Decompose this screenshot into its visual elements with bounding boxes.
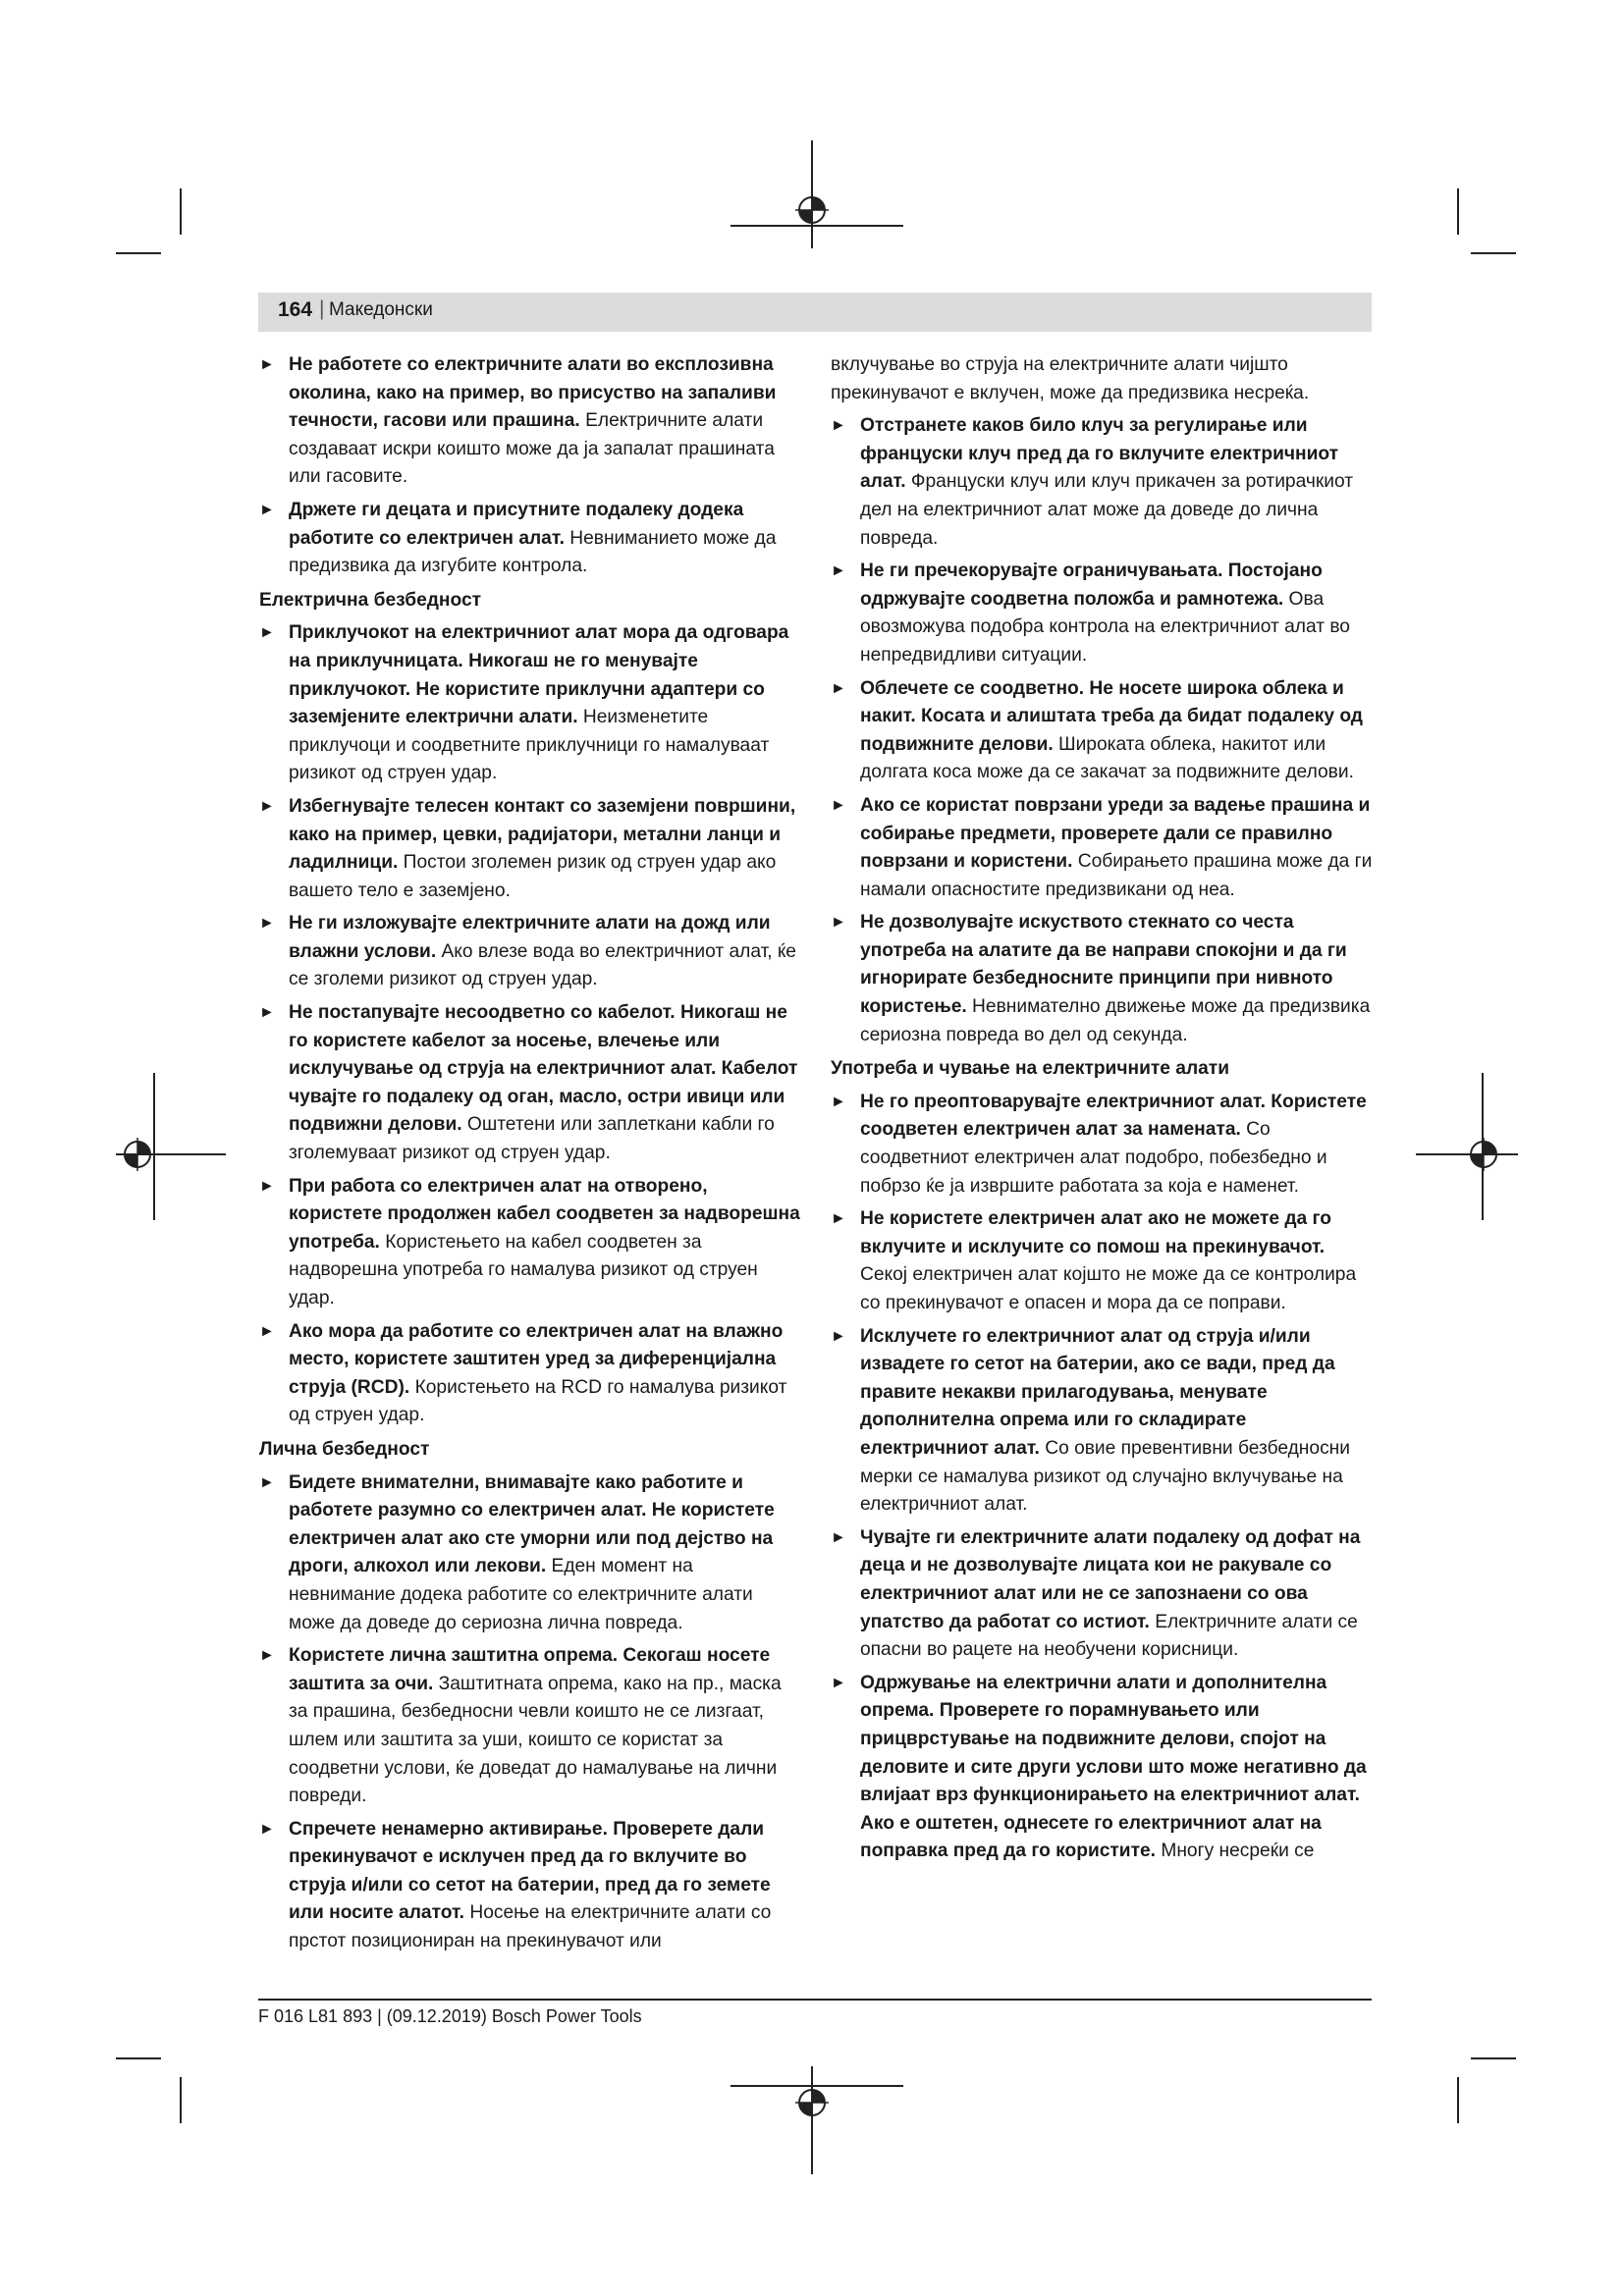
safety-item-heading: Не постапувајте несоодветно со кабелот. Никогаш не го користете кабелот за носење, влечење или исклучување од струја на електричниот алат. Кабелот чувајте го подалеку од оган, масло, остри ивици или подвижни делови.: [289, 1002, 798, 1136]
left-column: [259, 351, 804, 1961]
bullet-arrow-icon: ►: [831, 1327, 846, 1345]
safety-item-text: Невниманието може да предизвика да изгубите контрола.: [289, 527, 777, 577]
safety-item-heading: Ако се користат поврзани уреди за вадење прашина и собирање предмети, проверете дали се правилно поврзани и користени.: [860, 794, 1371, 873]
crop-mark: [116, 2057, 161, 2059]
page-number: 164: [278, 298, 313, 321]
header-separator: |: [319, 297, 325, 320]
safety-item-heading: Ако мора да работите со електричен алат на влажно место, користете заштитен уред за диференцијална струја (RCD).: [289, 1320, 784, 1398]
safety-item: [831, 558, 1376, 669]
safety-item-text: Невнимателно движење може да предизвика сериозна повреда во дел од секунда.: [860, 996, 1371, 1045]
registration-target-icon: [795, 2086, 829, 2119]
crop-mark: [1457, 188, 1459, 235]
safety-item: [259, 910, 804, 994]
crop-mark: [1471, 252, 1516, 254]
bullet-arrow-icon: ►: [259, 1177, 275, 1195]
safety-item-text: Користењето на кабел соодветен за надворешна употреба го намалува ризикот од струен удар.: [289, 1231, 758, 1308]
bullet-arrow-icon: ►: [831, 1210, 846, 1228]
safety-item: [831, 1323, 1376, 1520]
safety-item-heading: Приклучокот на електричниот алат мора да одговара на приклучницата. Никогаш не го менувајте приклучокот. Не користите приклучни адаптери со заземјените електрични алати.: [289, 622, 789, 728]
safety-item-heading: Не ги изложувајте електричните алати на дожд или влажни услови.: [289, 913, 771, 962]
safety-item: [831, 792, 1376, 904]
safety-item-text: Многу несреќи се: [1156, 1841, 1315, 1862]
safety-item-heading: Не користете електричен алат ако не можете да го вклучите и исклучите со помош на прекинувачот.: [860, 1208, 1331, 1257]
left-items-top: [259, 351, 804, 581]
bullet-arrow-icon: ►: [259, 915, 275, 933]
section-heading-tool-use: Употреба и чување на електричните алати: [831, 1058, 1229, 1080]
footer-text: F 016 L81 893 | (09.12.2019) Bosch Power Tools: [258, 2006, 642, 2026]
bullet-arrow-icon: ►: [259, 1820, 275, 1838]
safety-item: [831, 909, 1376, 1049]
safety-item-heading: Не ги пречекорувајте ограничувањата. Постојано одржувајте соодветна положба и рамнотежа.: [860, 561, 1323, 610]
crop-mark: [180, 188, 182, 235]
safety-item: [259, 1318, 804, 1430]
safety-item-heading: Отстранете каков било клуч за регулирање или француски клуч пред да го вклучите електричниот алат.: [860, 415, 1339, 493]
safety-item-heading: Исклучете го електричниот алат од струја и/или извадете го сетот на батерии, ако се вади, пред да правите некакви прилагодувања, менувате дополнителна опрема или го складирате електричниот алат.: [860, 1325, 1335, 1459]
safety-item-heading: Држете ги децата и присутните подалеку додека работите со електричен алат.: [289, 499, 744, 549]
safety-item-text: Заштитната опрема, како на пр., маска за прашина, безбедносни чевли коишто не се лизгаат, шлем или заштита за уши, коишто се користат за соодветни услови, ќе доведат до намалување на лични повреди.: [289, 1673, 782, 1807]
safety-item: [259, 619, 804, 788]
safety-item-heading: Одржување на електрични алати и дополнителна опрема. Проверете го порамнувањето или прицврстување на подвижните делови, спојот на деловите и сите други услови што може негативно да влијаат врз функционирањето на електричниот алат. Ако е оштетен, однесете го електричниот алат на поправка пред да го користите.: [860, 1672, 1367, 1862]
continuation-paragraph: вклучување во струја на електричните алати чијшто прекинувачот е вклучен, може да предизвика несреќа.: [831, 354, 1310, 403]
safety-item: [259, 1816, 804, 1956]
safety-item-heading: Не дозволувајте искуството стекнато со честа употреба на алатите да ве направи спокојни и да ги игнорирате безбедносните принципи при нивното користење.: [860, 912, 1347, 1018]
safety-item-heading: Не работете со електричните алати во експлозивна околина, како на пример, во присуство на запаливи течности, гасови или прашина.: [289, 354, 777, 432]
bullet-arrow-icon: ►: [259, 1647, 275, 1665]
bullet-arrow-icon: ►: [831, 562, 846, 580]
safety-item-text: Електричните алати создаваат искри коишто може да ја запалат прашината или гасовите.: [289, 410, 775, 488]
safety-item-text: Ако влезе вода во електричниот алат, ќе се зголеми ризикот од струен удар.: [289, 940, 796, 990]
safety-item: [259, 497, 804, 581]
left-items-electrical: [259, 619, 804, 1430]
safety-item-heading: Бидете внимателни, внимавајте како работите и работете разумно со електричен алат. Не користете електричен алат ако сте уморни или под дејство на дроги, алкохол или лекови.: [289, 1471, 775, 1577]
safety-item: [831, 675, 1376, 787]
right-items-a: [831, 412, 1376, 1049]
safety-item: [259, 1642, 804, 1811]
safety-item-heading: Користете лична заштитна опрема. Секогаш носете заштита за очи.: [289, 1645, 771, 1694]
header-language: Македонски: [329, 299, 433, 320]
crop-mark: [1457, 2077, 1459, 2123]
bullet-arrow-icon: ►: [259, 356, 275, 373]
crop-mark: [180, 2077, 182, 2123]
right-column: [831, 351, 1376, 1871]
registration-line: [811, 2066, 813, 2174]
section-heading-personal-safety: Лична безбедност: [259, 1438, 430, 1460]
safety-item: [831, 1524, 1376, 1665]
safety-item-heading: Спречете ненамерно активирање. Проверете дали прекинувачот е исклучен пред да го вклучите во струја и/или со сетот на батерии, пред да го земете или носите алатот.: [289, 1818, 771, 1924]
registration-target-icon: [795, 193, 829, 227]
safety-item-text: Неизменетите приклучоци и соодветните приклучници го намалуваат ризикот од струен удар.: [289, 707, 770, 784]
safety-item-text: Електричните алати се опасни во рацете на необучени корисници.: [860, 1611, 1358, 1661]
safety-item: [831, 1089, 1376, 1201]
safety-item-text: Со соодветниот електричен алат подобро, побезбедно и побрзо ќе ја извршите работата за која е наменет.: [860, 1119, 1327, 1197]
safety-item: [831, 1205, 1376, 1317]
safety-item-text: Оштетени или заплеткани кабли го зголемуваат ризикот од струен удар.: [289, 1114, 775, 1164]
bullet-arrow-icon: ►: [831, 417, 846, 435]
bullet-arrow-icon: ►: [259, 1322, 275, 1340]
safety-item-text: Француски клуч или клуч прикачен за ротирачкиот дел на електричниот алат може да доведе до лична повреда.: [860, 471, 1353, 549]
safety-item-text: Широката облека, накитот или долгата коса може да се закачат за подвижните делови.: [860, 733, 1354, 783]
safety-item-heading: Облечете се соодветно. Не носете широка облека и накит. Косата и алиштата треба да бидат подалеку од подвижните делови.: [860, 677, 1363, 755]
registration-target-icon: [121, 1138, 154, 1171]
footer-rule: [258, 1999, 1372, 2001]
bullet-arrow-icon: ►: [259, 797, 275, 815]
bullet-arrow-icon: ►: [831, 1093, 846, 1110]
safety-item-text: Носење на електричните алати со прстот позициониран на прекинувачот или: [289, 1902, 772, 1952]
safety-item-text: Со овие превентивни безбедносни мерки се намалува ризикот од случајно вклучување на електричниот алат.: [860, 1437, 1350, 1516]
section-heading-electrical-safety: Електрична безбедност: [259, 589, 482, 611]
bullet-arrow-icon: ►: [831, 1674, 846, 1691]
safety-item: [259, 793, 804, 905]
safety-item: [259, 351, 804, 492]
safety-item-heading: Избегнувајте телесен контакт со заземјени површини, како на пример, цевки, радијатори, метални ланци и ладилници.: [289, 795, 796, 874]
bullet-arrow-icon: ►: [831, 914, 846, 932]
safety-item-text: Постои зголемен ризик од струен удар ако вашето тело е заземјено.: [289, 852, 777, 901]
bullet-arrow-icon: ►: [259, 624, 275, 642]
safety-item: [831, 412, 1376, 553]
safety-item-text: Користењето на RCD го намалува ризикот од струен удар.: [289, 1376, 787, 1426]
safety-item-text: Ова овозможува подобра контрола на електричниот алат во непредвидливи ситуации.: [860, 588, 1350, 666]
bullet-arrow-icon: ►: [831, 796, 846, 814]
crop-mark: [1471, 2057, 1516, 2059]
left-items-personal: [259, 1469, 804, 1956]
safety-item: [259, 999, 804, 1168]
bullet-arrow-icon: ►: [831, 1528, 846, 1546]
registration-target-icon: [1467, 1138, 1500, 1171]
safety-item-text: Еден момент на невнимание додека работите со електричните алати може да доведе до сериозна лична повреда.: [289, 1556, 753, 1633]
right-items-b: [831, 1089, 1376, 1866]
safety-item-heading: Не го преоптоварувајте електричниот алат. Користете соодветен електричен алат за намената.: [860, 1091, 1367, 1141]
safety-item-text: Секој електричен алат којшто не може да се контролира со прекинувачот е опасен и мора да се поправи.: [860, 1264, 1357, 1313]
safety-item: [259, 1469, 804, 1638]
bullet-arrow-icon: ►: [259, 501, 275, 518]
safety-item: [831, 1670, 1376, 1866]
safety-item: [259, 1173, 804, 1313]
bullet-arrow-icon: ►: [259, 1004, 275, 1022]
page-header: [258, 293, 1372, 332]
bullet-arrow-icon: ►: [831, 679, 846, 697]
safety-item-heading: Чувајте ги електричните алати подалеку од дофат на деца и не дозволувајте лицата кои не ракувале со електричниот алат или не се запознаени со ова упатство да работат со истиот.: [860, 1526, 1361, 1632]
bullet-arrow-icon: ►: [259, 1473, 275, 1491]
safety-item-text: Собирањето прашина може да ги намали опасностите предизвикани од неа.: [860, 851, 1373, 900]
safety-item-heading: При работа со електричен алат на отворено, користете продолжен кабел соодветен за надворешна употреба.: [289, 1175, 800, 1253]
crop-mark: [116, 252, 161, 254]
